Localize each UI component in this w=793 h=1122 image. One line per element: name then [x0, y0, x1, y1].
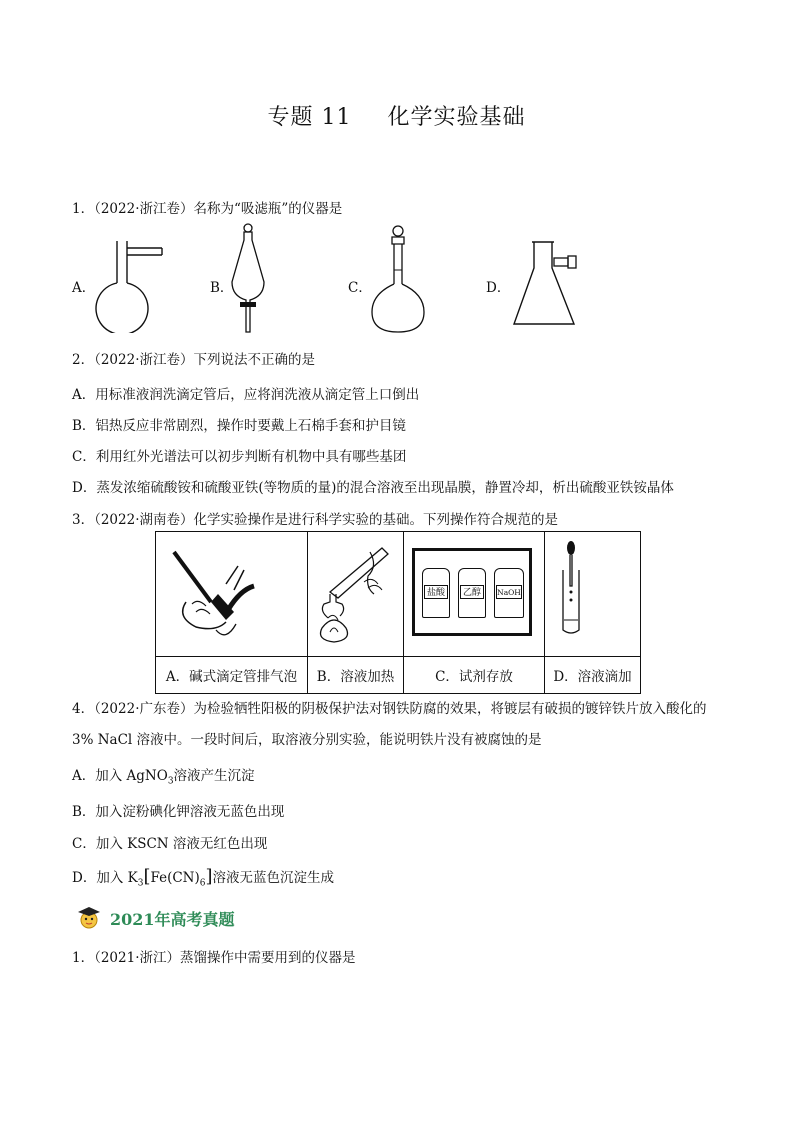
- q1-option-a-label: A．: [72, 280, 96, 296]
- page-title: [0, 100, 793, 131]
- q3-caption-b: B．溶液加热: [308, 657, 404, 694]
- bottle-hydrochloric-acid: [422, 568, 450, 618]
- round-bottom-flask-with-side-arm-icon: [92, 233, 172, 333]
- question-2: 2．（2022·浙江卷）下列说法不正确的是: [72, 352, 315, 368]
- question-4-line-2: 3% NaCl 溶液中。一段时间后，取溶液分别实验，能说明铁片没有被腐蚀的是: [72, 732, 542, 748]
- q4-option-d-subscript-1: 3: [137, 878, 144, 889]
- q2-option-d: D．蒸发浓缩硫酸铵和硫酸亚铁(等物质的量)的混合溶液至出现晶膜，静置冷却，析出硫酸亚铁铵晶体: [72, 480, 674, 496]
- question-1: 1．（2022·浙江卷）名称为“吸滤瓶”的仪器是: [72, 201, 343, 217]
- bottle-ethanol: [458, 568, 486, 618]
- title-topic-number: 专题 11: [267, 105, 352, 130]
- q3-image-b: [308, 532, 404, 657]
- q4-option-d-formula: Fe(CN): [150, 870, 200, 886]
- bottle-label-1: 盐酸: [424, 585, 448, 599]
- q4-option-d-prefix: D．加入 K: [72, 870, 138, 886]
- q4-option-a-subscript: 3: [167, 776, 174, 787]
- q3-caption-d: D．溶液滴加: [545, 657, 641, 694]
- q3-image-d: [545, 532, 641, 657]
- question-4-line-1: 4．（2022·广东卷）为检验牺牲阳极的阴极保护法对钢铁防腐的效果，将镀层有破损的镀锌铁片放入酸化的: [72, 701, 707, 717]
- q1-option-c-label: C．: [348, 280, 372, 296]
- q2-option-c: C．利用红外光谱法可以初步判断有机物中具有哪些基团: [72, 449, 407, 465]
- dropper-adding-liquid-icon: [545, 532, 640, 652]
- q3-image-c: [404, 532, 545, 657]
- bottle-label-3: NaOH: [496, 585, 522, 599]
- graduate-mascot-icon: [74, 904, 104, 930]
- q4-option-d-suffix: 溶液无蓝色沉淀生成: [212, 870, 335, 886]
- q2-option-b: B．铝热反应非常剧烈，操作时要戴上石棉手套和护目镜: [72, 418, 406, 434]
- q4-option-c: C．加入 KSCN 溶液无红色出现: [72, 836, 268, 852]
- question-3: 3．（2022·湖南卷）化学实验操作是进行科学实验的基础。下列操作符合规范的是: [72, 512, 558, 528]
- question-2021-1: 1．（2021·浙江）蒸馏操作中需要用到的仪器是: [72, 950, 356, 966]
- q4-bracket-left: [: [143, 866, 151, 887]
- q3-caption-a: A．碱式滴定管排气泡: [156, 657, 308, 694]
- title-topic-name: 化学实验基础: [387, 105, 526, 130]
- q3-caption-c: C．试剂存放: [404, 657, 545, 694]
- heating-test-tube-icon: [308, 532, 403, 652]
- q1-option-d-label: D．: [486, 280, 511, 296]
- volumetric-flask-icon: [368, 222, 428, 338]
- q3-image-a: [156, 532, 308, 657]
- q4-option-a: [72, 764, 255, 787]
- section-title: 2021年高考真题: [110, 910, 235, 929]
- q4-option-a-suffix: 溶液产生沉淀: [173, 768, 255, 784]
- bottle-label-2: 乙醇: [460, 585, 484, 599]
- q4-option-d-subscript-2: 6: [199, 878, 206, 889]
- suction-flask-icon: [510, 236, 590, 330]
- q3-operations-table: [155, 531, 641, 694]
- q1-option-b-label: B．: [210, 280, 234, 296]
- q2-option-a: A．用标准液润洗滴定管后，应将润洗液从滴定管上口倒出: [72, 387, 420, 403]
- q4-bracket-right: ]: [205, 866, 213, 887]
- q4-option-d: [72, 866, 334, 889]
- bottle-sodium-hydroxide: [494, 568, 524, 618]
- q4-option-b: B．加入淀粉碘化钾溶液无蓝色出现: [72, 804, 285, 820]
- separatory-funnel-icon: [228, 222, 268, 338]
- q4-option-a-prefix: A．加入 AgNO: [72, 768, 168, 784]
- burette-bubble-removal-icon: [156, 532, 307, 652]
